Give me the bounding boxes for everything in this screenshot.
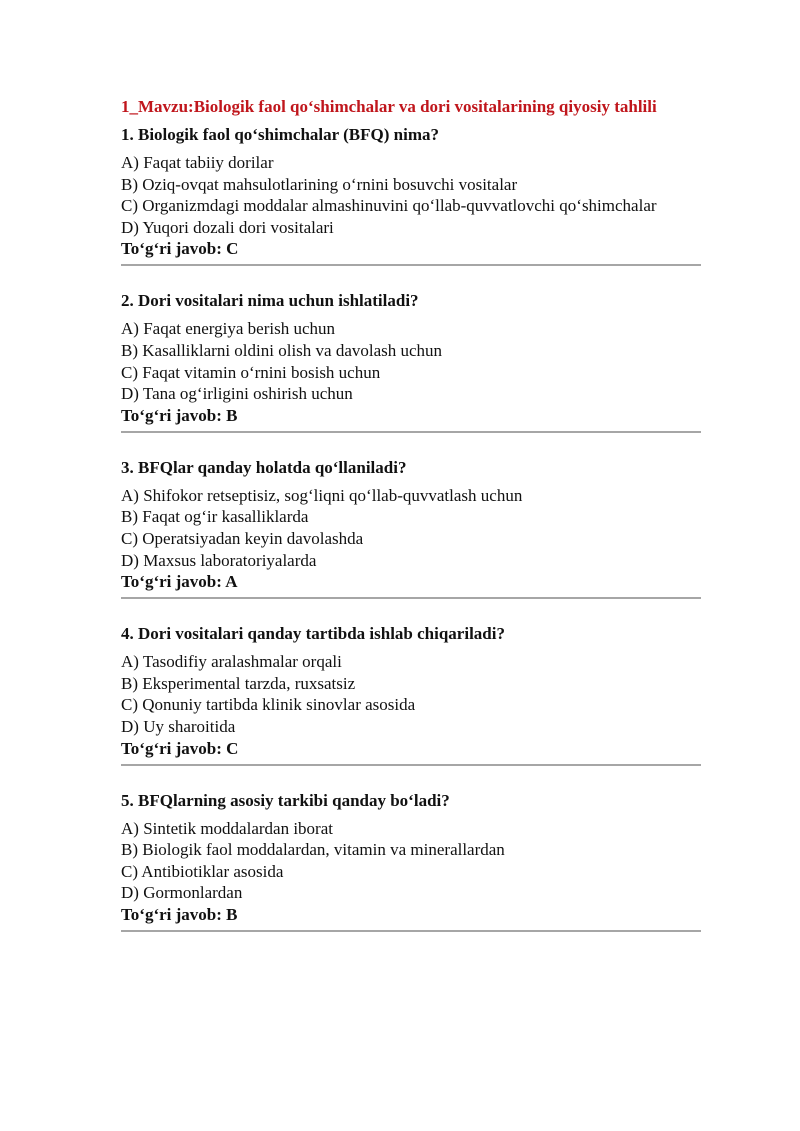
option-c: C) Antibiotiklar asosida <box>121 861 284 881</box>
option-d: D) Tana og‘irligini oshirish uchun <box>121 384 353 404</box>
divider <box>121 264 701 266</box>
option-a: A) Tasodifiy aralashmalar orqali <box>121 652 342 672</box>
question-block-4 <box>121 623 701 765</box>
divider <box>121 597 701 599</box>
divider <box>121 431 701 433</box>
question-block-2 <box>121 290 701 432</box>
option-b: B) Oziq-ovqat mahsulotlarining o‘rnini bosuvchi vositalar <box>121 174 518 194</box>
question-text: 4. Dori vositalari qanday tartibda ishlab chiqariladi? <box>121 624 505 644</box>
divider <box>121 764 701 766</box>
option-b: B) Biologik faol moddalardan, vitamin va minerallardan <box>121 840 505 860</box>
correct-answer: To‘g‘ri javob: C <box>121 239 239 259</box>
correct-answer: To‘g‘ri javob: B <box>121 904 238 924</box>
question-text: 2. Dori vositalari nima uchun ishlatiladi? <box>121 291 419 311</box>
correct-answer: To‘g‘ri javob: C <box>121 738 239 758</box>
question-text: 5. BFQlarning asosiy tarkibi qanday bo‘ladi? <box>121 790 450 810</box>
option-d: D) Yuqori dozali dori vositalari <box>121 217 334 237</box>
option-d: D) Uy sharoitida <box>121 716 236 736</box>
option-c: C) Qonuniy tartibda klinik sinovlar asosida <box>121 695 416 715</box>
option-d: D) Maxsus laboratoriyalarda <box>121 550 317 570</box>
document-page <box>121 96 701 956</box>
option-a: A) Faqat energiya berish uchun <box>121 319 336 339</box>
options-list <box>121 818 701 904</box>
options-list <box>121 152 701 238</box>
question-block-3 <box>121 457 701 599</box>
option-b: B) Eksperimental tarzda, ruxsatsiz <box>121 673 356 693</box>
option-b: B) Kasalliklarni oldini olish va davolash uchun <box>121 340 443 360</box>
option-c: C) Organizmdagi moddalar almashinuvini qo‘llab-quvvatlovchi qo‘shimchalar <box>121 196 657 216</box>
topic-title: 1_Mavzu:Biologik faol qo‘shimchalar va dori vositalarining qiyosiy tahlili <box>121 97 657 116</box>
question-block-1 <box>121 124 701 266</box>
options-list <box>121 485 701 571</box>
option-a: A) Sintetik moddalardan iborat <box>121 818 333 838</box>
divider <box>121 930 701 932</box>
option-a: A) Faqat tabiiy dorilar <box>121 153 274 172</box>
option-c: C) Faqat vitamin o‘rnini bosish uchun <box>121 362 381 382</box>
correct-answer: To‘g‘ri javob: B <box>121 405 238 425</box>
correct-answer: To‘g‘ri javob: A <box>121 572 238 592</box>
option-d: D) Gormonlardan <box>121 883 243 903</box>
option-b: B) Faqat og‘ir kasalliklarda <box>121 507 309 527</box>
option-c: C) Operatsiyadan keyin davolashda <box>121 528 364 548</box>
question-text: 3. BFQlar qanday holatda qo‘llaniladi? <box>121 457 407 477</box>
options-list <box>121 318 701 404</box>
option-a: A) Shifokor retseptisiz, sog‘liqni qo‘llab-quvvatlash uchun <box>121 485 523 505</box>
question-block-5 <box>121 790 701 932</box>
options-list <box>121 651 701 737</box>
question-text: 1. Biologik faol qo‘shimchalar (BFQ) nima? <box>121 125 439 144</box>
